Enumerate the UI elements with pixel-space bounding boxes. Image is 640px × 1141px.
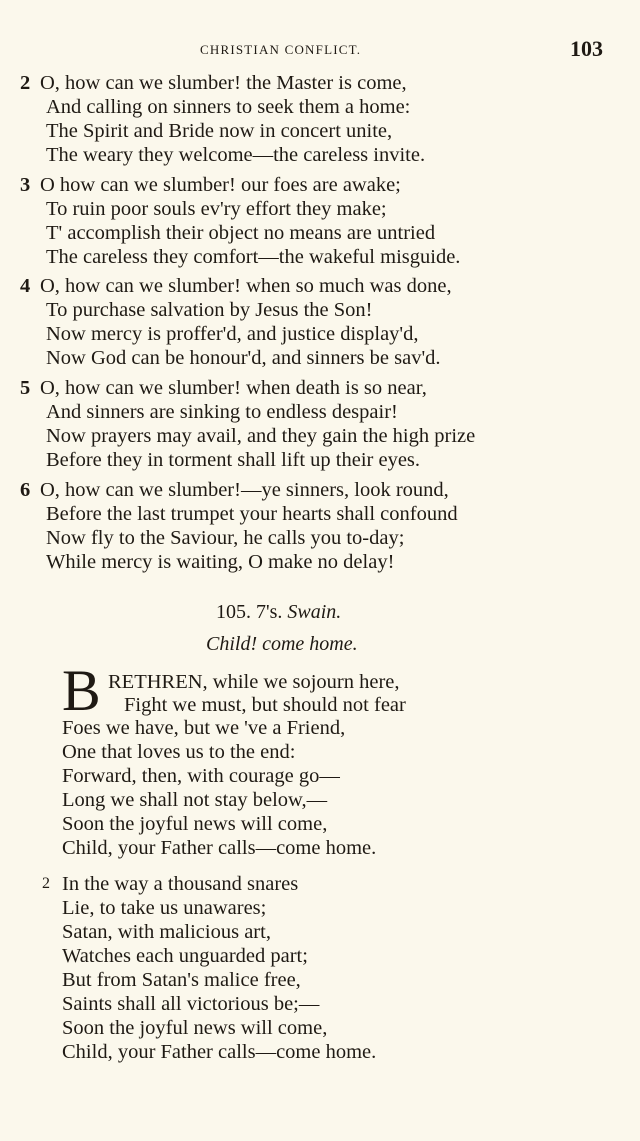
verse-line: O, how can we slumber! when so much was done, — [40, 275, 452, 297]
verse-line: While mercy is waiting, O make no delay! — [46, 551, 395, 573]
verse-line: O, how can we slumber! when death is so near, — [40, 377, 427, 399]
stanza-number: 4 — [20, 275, 31, 297]
hymn-105-heading — [216, 601, 341, 624]
running-head: CHRISTIAN CONFLICT. — [200, 42, 362, 57]
verse-line: Satan, with malicious art, — [62, 921, 271, 943]
verse-line: One that loves us to the end: — [62, 741, 296, 763]
verse-line: The weary they welcome—the careless invite. — [46, 144, 426, 166]
verse-line: And calling on sinners to seek them a home: — [46, 96, 411, 118]
verse-line: Forward, then, with courage go— — [62, 765, 340, 787]
verse-line: Before they in torment shall lift up their eyes. — [46, 449, 421, 471]
verse-line: Now prayers may avail, and they gain the high prize — [46, 425, 476, 447]
verse-line: But from Satan's malice free, — [62, 969, 301, 991]
verse-line: The Spirit and Bride now in concert unite, — [46, 120, 393, 142]
verse-line: Before the last trumpet your hearts shall confound — [46, 503, 458, 525]
drop-cap: B — [62, 658, 101, 723]
verse-line: Child, your Father calls—come home. — [62, 837, 377, 859]
stanza-number: 5 — [20, 377, 31, 399]
stanza-number: 2 — [20, 72, 31, 94]
verse-line: To ruin poor souls ev'ry effort they make; — [46, 198, 387, 220]
verse-line: Long we shall not stay below,— — [62, 789, 328, 811]
verse-line: Now mercy is proffer'd, and justice display'd, — [46, 323, 419, 345]
verse-line: Lie, to take us unawares; — [62, 897, 267, 919]
hymn-tune: Swain. — [287, 601, 342, 623]
stanza-number: 2 — [42, 875, 50, 892]
verse-line: Watches each unguarded part; — [62, 945, 308, 967]
hymn-meter: 7's. — [256, 601, 283, 623]
verse-line: In the way a thousand snares — [62, 873, 299, 895]
verse-line: Fight we must, but should not fear — [124, 694, 406, 716]
stanza-number: 6 — [20, 479, 31, 501]
verse-line: And sinners are sinking to endless despair! — [46, 401, 398, 423]
verse-line: Now God can be honour'd, and sinners be sav'd. — [46, 347, 441, 369]
verse-line: O how can we slumber! our foes are awake; — [40, 174, 401, 196]
verse-line: Saints shall all victorious be;— — [62, 993, 320, 1015]
verse-line: O, how can we slumber!—ye sinners, look round, — [40, 479, 449, 501]
verse-line: Child, your Father calls—come home. — [62, 1041, 377, 1063]
verse-line: T' accomplish their object no means are untried — [46, 222, 436, 244]
verse-line: To purchase salvation by Jesus the Son! — [46, 299, 373, 321]
verse-line: Foes we have, but we 've a Friend, — [62, 717, 346, 739]
verse-line: Soon the joyful news will come, — [62, 813, 328, 835]
page-number: 103 — [570, 36, 603, 61]
verse-line: Soon the joyful news will come, — [62, 1017, 328, 1039]
stanza-number: 3 — [20, 174, 31, 196]
hymn-105-title: Child! come home. — [206, 633, 358, 655]
verse-line: O, how can we slumber! the Master is come, — [40, 72, 407, 94]
verse-line: Now fly to the Saviour, he calls you to-day; — [46, 527, 405, 549]
verse-line: RETHREN, while we sojourn here, — [108, 671, 400, 693]
verse-line: The careless they comfort—the wakeful misguide. — [46, 246, 461, 268]
hymn-number: 105. — [216, 601, 251, 623]
